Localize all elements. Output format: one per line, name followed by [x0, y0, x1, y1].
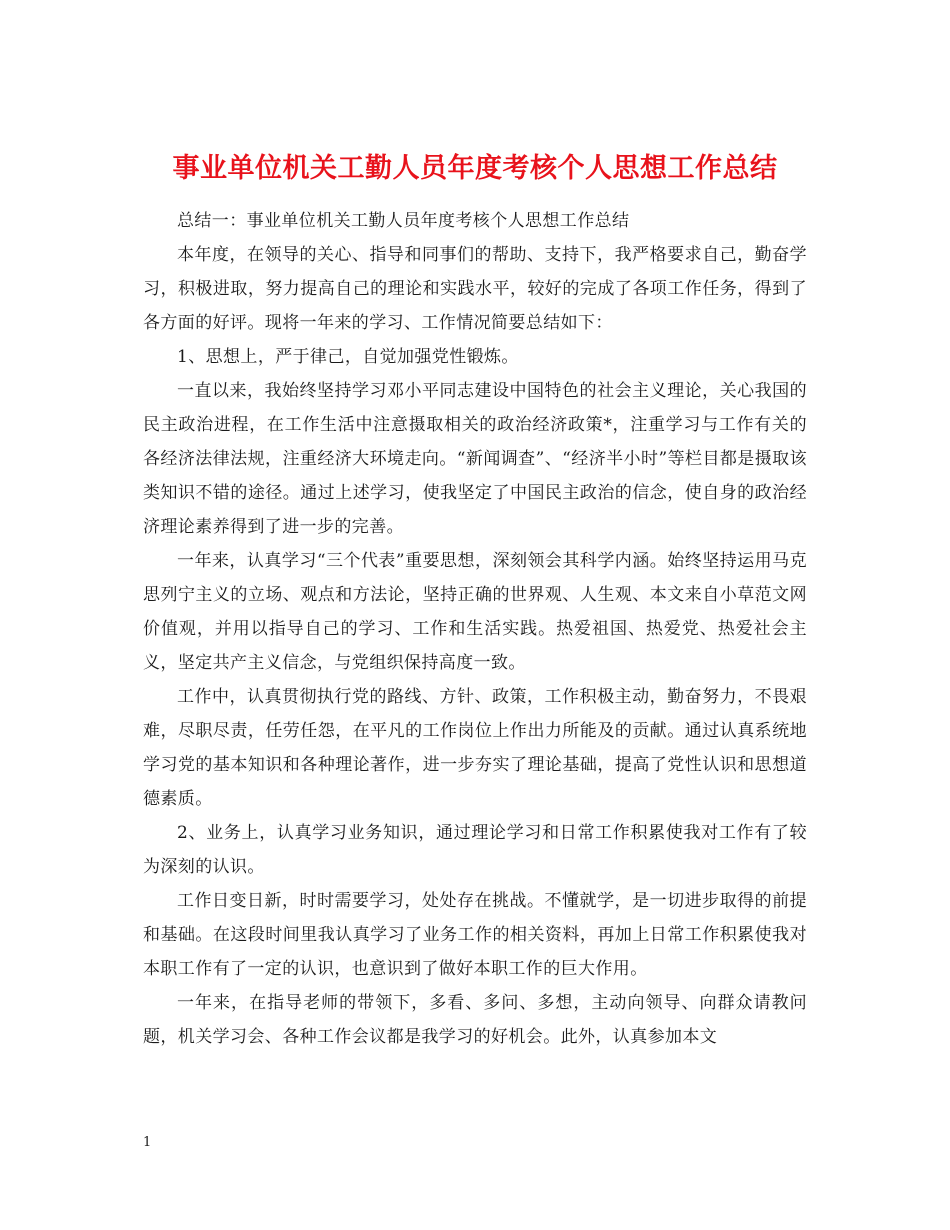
page-number: 1 [143, 1135, 152, 1150]
paragraph-three-represents: 一年来，认真学习“三个代表”重要思想，深刻领会其科学内涵。始终坚持运用马克思列宁主义的立场、观点和方法论，坚持正确的世界观、人生观、本文来自小草范文网价值观，并用以指导自己的学习、工作和生活实践。热爱祖国、热爱党、热爱社会主义，坚定共产主义信念，与党组织保持高度一致。 [143, 551, 807, 673]
document-body [143, 204, 807, 1054]
paragraph-mentorship: 一年来，在指导老师的带领下，多看、多问、多想，主动向领导、向群众请教问题，机关学习会、各种工作会议都是我学习的好机会。此外，认真参加本文 [143, 993, 807, 1047]
paragraph-learning: 工作日变日新，时时需要学习，处处存在挑战。不懂就学，是一切进步取得的前提和基础。在这段时间里我认真学习了业务工作的相关资料，再加上日常工作积累使我对本职工作有了一定的认识，也意识到了做好本职工作的巨大作用。 [143, 891, 807, 979]
paragraph-work-attitude: 工作中，认真贯彻执行党的路线、方针、政策，工作积极主动，勤奋努力，不畏艰难，尽职尽责，任劳任怨，在平凡的工作岗位上作出力所能及的贡献。通过认真系统地学习党的基本知识和各种理论著作，进一步夯实了理论基础，提高了党性认识和思想道德素质。 [143, 687, 807, 809]
paragraph-theory-study: 一直以来，我始终坚持学习邓小平同志建设中国特色的社会主义理论，关心我国的民主政治进程，在工作生活中注意摄取相关的政治经济政策*，注重学习与工作有关的各经济法律法规，注重经济大环境走向。“新闻调查”、“经济半小时”等栏目都是摄取该类知识不错的途径。通过上述学习，使我坚定了中国民主政治的信念，使自身的政治经济理论素养得到了进一步的完善。 [143, 381, 807, 537]
paragraph-intro: 本年度，在领导的关心、指导和同事们的帮助、支持下，我严格要求自己，勤奋学习，积极进取，努力提高自己的理论和实践水平，较好的完成了各项工作任务，得到了各方面的好评。现将一年来的学习、工作情况简要总结如下： [143, 245, 807, 333]
document-title: 事业单位机关工勤人员年度考核个人思想工作总结 [172, 153, 778, 185]
section-heading-business: 2、业务上，认真学习业务知识，通过理论学习和日常工作积累使我对工作有了较为深刻的认识。 [143, 823, 807, 877]
section-heading-ideology: 1、思想上，严于律己，自觉加强党性锻炼。 [177, 347, 519, 367]
paragraph-subtitle: 总结一：事业单位机关工勤人员年度考核个人思想工作总结 [177, 211, 630, 231]
